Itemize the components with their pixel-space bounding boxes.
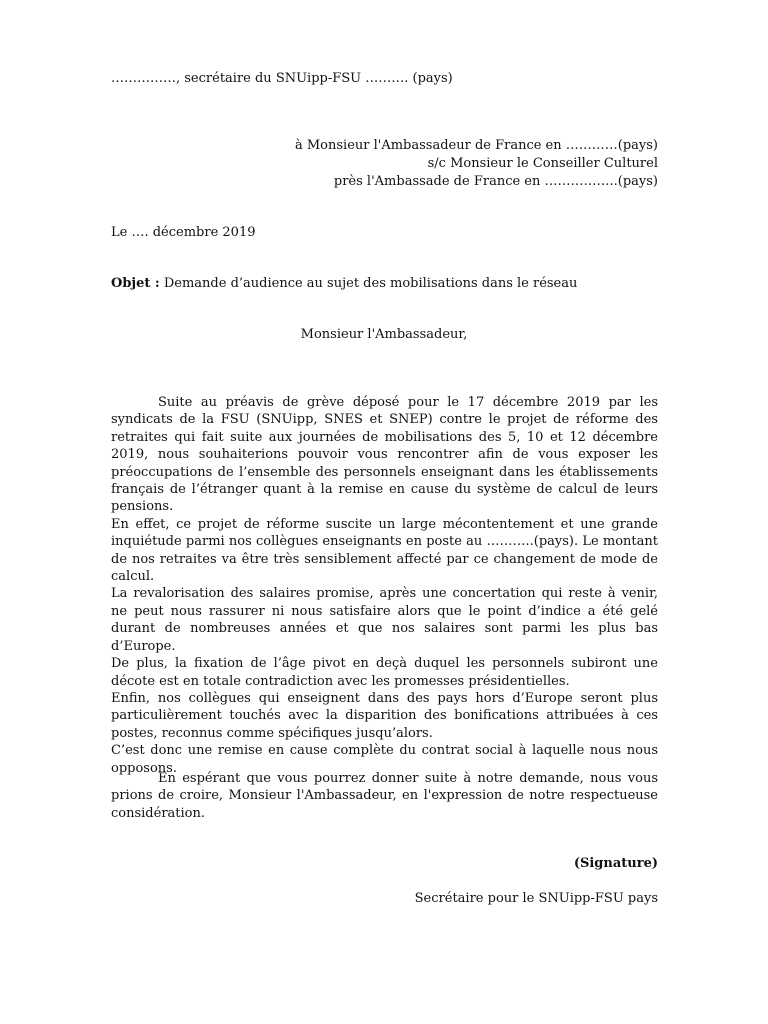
body-paragraph-3: La revalorisation des salaires promise, après une concertation qui reste à venir, ne peut nous rassurer ni nous satisfaire alors que le point d’indice a été gelé durant de nombreuses années et que nos salaires sont parmi les plus bas d’Europe.	[111, 586, 658, 654]
subject-label: Objet :	[111, 276, 160, 291]
subject-line	[111, 275, 577, 293]
signature-placeholder: (Signature)	[573, 856, 658, 871]
body-paragraph-2: En effet, ce projet de réforme suscite un large mécontentement et une grande inquiétude parmi nos collègues enseignants en poste au ………..(pays). Le montant de nos retraites va être très sensiblement affecté par ce changement de mode de calcul.	[111, 516, 658, 585]
salutation: Monsieur l'Ambassadeur,	[300, 327, 468, 342]
body-paragraph-6: C’est donc une remise en cause complète du contrat social à laquelle nous nous opposons.	[111, 743, 658, 776]
body-paragraph-1: Suite au préavis de grève déposé pour le 17 décembre 2019 par les syndicats de la FSU (SNUipp, SNES et SNEP) contre le projet de réforme des retraites qui fait suite aux journées de mobilisations des 5, 10 et 12 décembre 2019, nous souhaiterions pouvoir vous rencontrer afin de vous exposer les préoccupations de l’ensemble des personnels enseignant dans les établissements français de l’étranger quant à la remise en cause du système de calcul de leurs pensions.	[111, 395, 658, 515]
letter-date: Le …. décembre 2019	[111, 225, 256, 240]
recipient-line-3: près l'Ambassade de France en ……………..(pays)	[333, 174, 658, 189]
subject-text: Demande d’audience au sujet des mobilisations dans le réseau	[159, 276, 578, 291]
letter-body	[111, 394, 658, 777]
sender-line: ……………, secrétaire du SNUipp-FSU ………. (pays)	[111, 71, 453, 86]
recipient-line-1: à Monsieur l'Ambassadeur de France en …………(pays)	[294, 138, 658, 153]
closing-block	[111, 770, 658, 822]
signature-title: Secrétaire pour le SNUipp-FSU pays	[414, 891, 658, 906]
recipient-line-2: s/c Monsieur le Conseiller Culturel	[427, 156, 658, 171]
body-paragraph-4: De plus, la fixation de l’âge pivot en deçà duquel les personnels subiront une décote est en totale contradiction avec les promesses présidentielles.	[111, 656, 658, 689]
body-paragraph-5: Enfin, nos collègues qui enseignent dans des pays hors d’Europe seront plus particulièrement touchés avec la disparition des bonifications attribuées à ces postes, reconnus comme spécifiques jusqu’alors.	[111, 690, 658, 741]
closing-paragraph: En espérant que vous pourrez donner suite à notre demande, nous vous prions de croire, Monsieur l'Ambassadeur, en l'expression de notre respectueuse considération.	[111, 771, 658, 821]
